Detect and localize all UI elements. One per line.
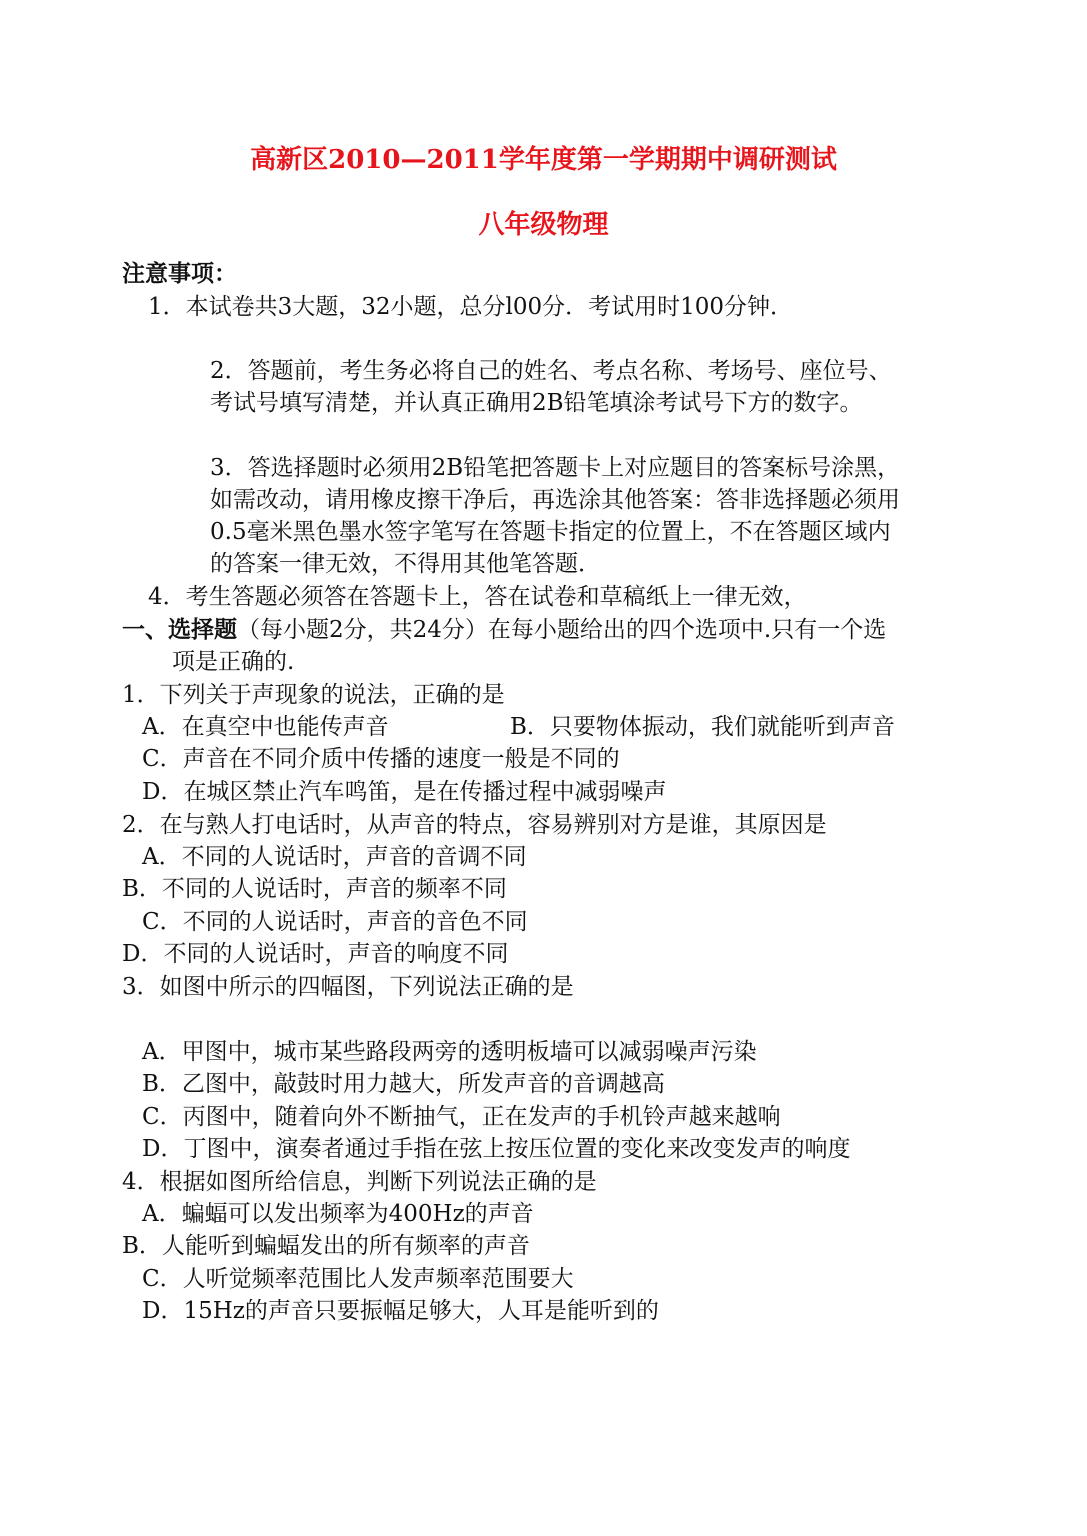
q1-option-d: D．在城区禁止汽车鸣笛，是在传播过程中减弱噪声 xyxy=(142,779,667,805)
section-1-desc: （每小题2分，共24分）在每小题给出的四个选项中.只有一个选 xyxy=(237,617,887,643)
notice-heading: 注意事项： xyxy=(122,260,237,287)
q1-option-c: C．声音在不同介质中传播的速度一般是不同的 xyxy=(142,746,620,772)
notice-item-3-line-3: 0.5毫米黑色墨水签字笔写在答题卡指定的位置上，不在答题区域内 xyxy=(210,519,891,545)
q3-option-d: D．丁图中，演奏者通过手指在弦上按压位置的变化来改变发声的响度 xyxy=(142,1136,851,1162)
q2-option-b: B．不同的人说话时，声音的频率不同 xyxy=(122,876,507,902)
notice-item-1: 1．本试卷共3大题，32小题，总分l00分．考试用时100分钟． xyxy=(148,294,794,320)
q2-stem: 2．在与熟人打电话时，从声音的特点，容易辨别对方是谁，其原因是 xyxy=(122,812,827,838)
notice-item-2-line-2: 考试号填写清楚，并认真正确用2B铅笔填涂考试号下方的数字。 xyxy=(210,390,863,416)
q2-option-a: A．不同的人说话时，声音的音调不同 xyxy=(142,844,527,870)
section-1-heading xyxy=(122,615,886,645)
q3-option-a: A．甲图中，城市某些路段两旁的透明板墙可以减弱噪声污染 xyxy=(142,1039,757,1065)
q4-option-d: D．15Hz的声音只要振幅足够大，人耳是能听到的 xyxy=(142,1298,659,1324)
q4-option-a: A．蝙蝠可以发出频率为400Hz的声音 xyxy=(142,1201,534,1227)
q2-option-d: D．不同的人说话时，声音的响度不同 xyxy=(122,941,509,967)
notice-item-2-line-1: 2．答题前，考生务必将自己的姓名、考点名称、考场号、座位号、 xyxy=(210,358,892,384)
section-1-desc-line-2: 项是正确的. xyxy=(172,649,295,675)
exam-title: 高新区2010—2011学年度第一学期期中调研测试 xyxy=(250,145,837,175)
notice-item-3-line-4: 的答案一律无效，不得用其他笔答题． xyxy=(210,551,601,577)
notice-item-3-line-1: 3．答选择题时必须用2B铅笔把答题卡上对应题目的答案标号涂黑， xyxy=(210,455,901,481)
q1-option-b: B．只要物体振动，我们就能听到声音 xyxy=(510,714,895,740)
q3-stem: 3．如图中所示的四幅图，下列说法正确的是 xyxy=(122,974,574,1000)
exam-subtitle: 八年级物理 xyxy=(478,210,609,240)
notice-item-4: 4．考生答题必须答在答题卡上，答在试卷和草稿纸上一律无效， xyxy=(148,584,807,610)
section-1-label: 一、选择题 xyxy=(122,616,237,643)
q1-stem: 1．下列关于声现象的说法，正确的是 xyxy=(122,682,505,708)
q3-option-c: C．丙图中，随着向外不断抽气，正在发声的手机铃声越来越响 xyxy=(142,1104,781,1130)
q4-option-c: C．人听觉频率范围比人发声频率范围要大 xyxy=(142,1266,574,1292)
q3-option-b: B．乙图中，敲鼓时用力越大，所发声音的音调越高 xyxy=(142,1071,665,1097)
q2-option-c: C．不同的人说话时，声音的音色不同 xyxy=(142,909,528,935)
q4-stem: 4．根据如图所给信息，判断下列说法正确的是 xyxy=(122,1169,597,1195)
q4-option-b: B．人能听到蝙蝠发出的所有频率的声音 xyxy=(122,1233,530,1259)
q1-option-a: A．在真空中也能传声音 xyxy=(142,714,389,740)
notice-item-3-line-2: 如需改动，请用橡皮擦干净后，再选涂其他答案：答非选择题必须用 xyxy=(210,487,900,513)
